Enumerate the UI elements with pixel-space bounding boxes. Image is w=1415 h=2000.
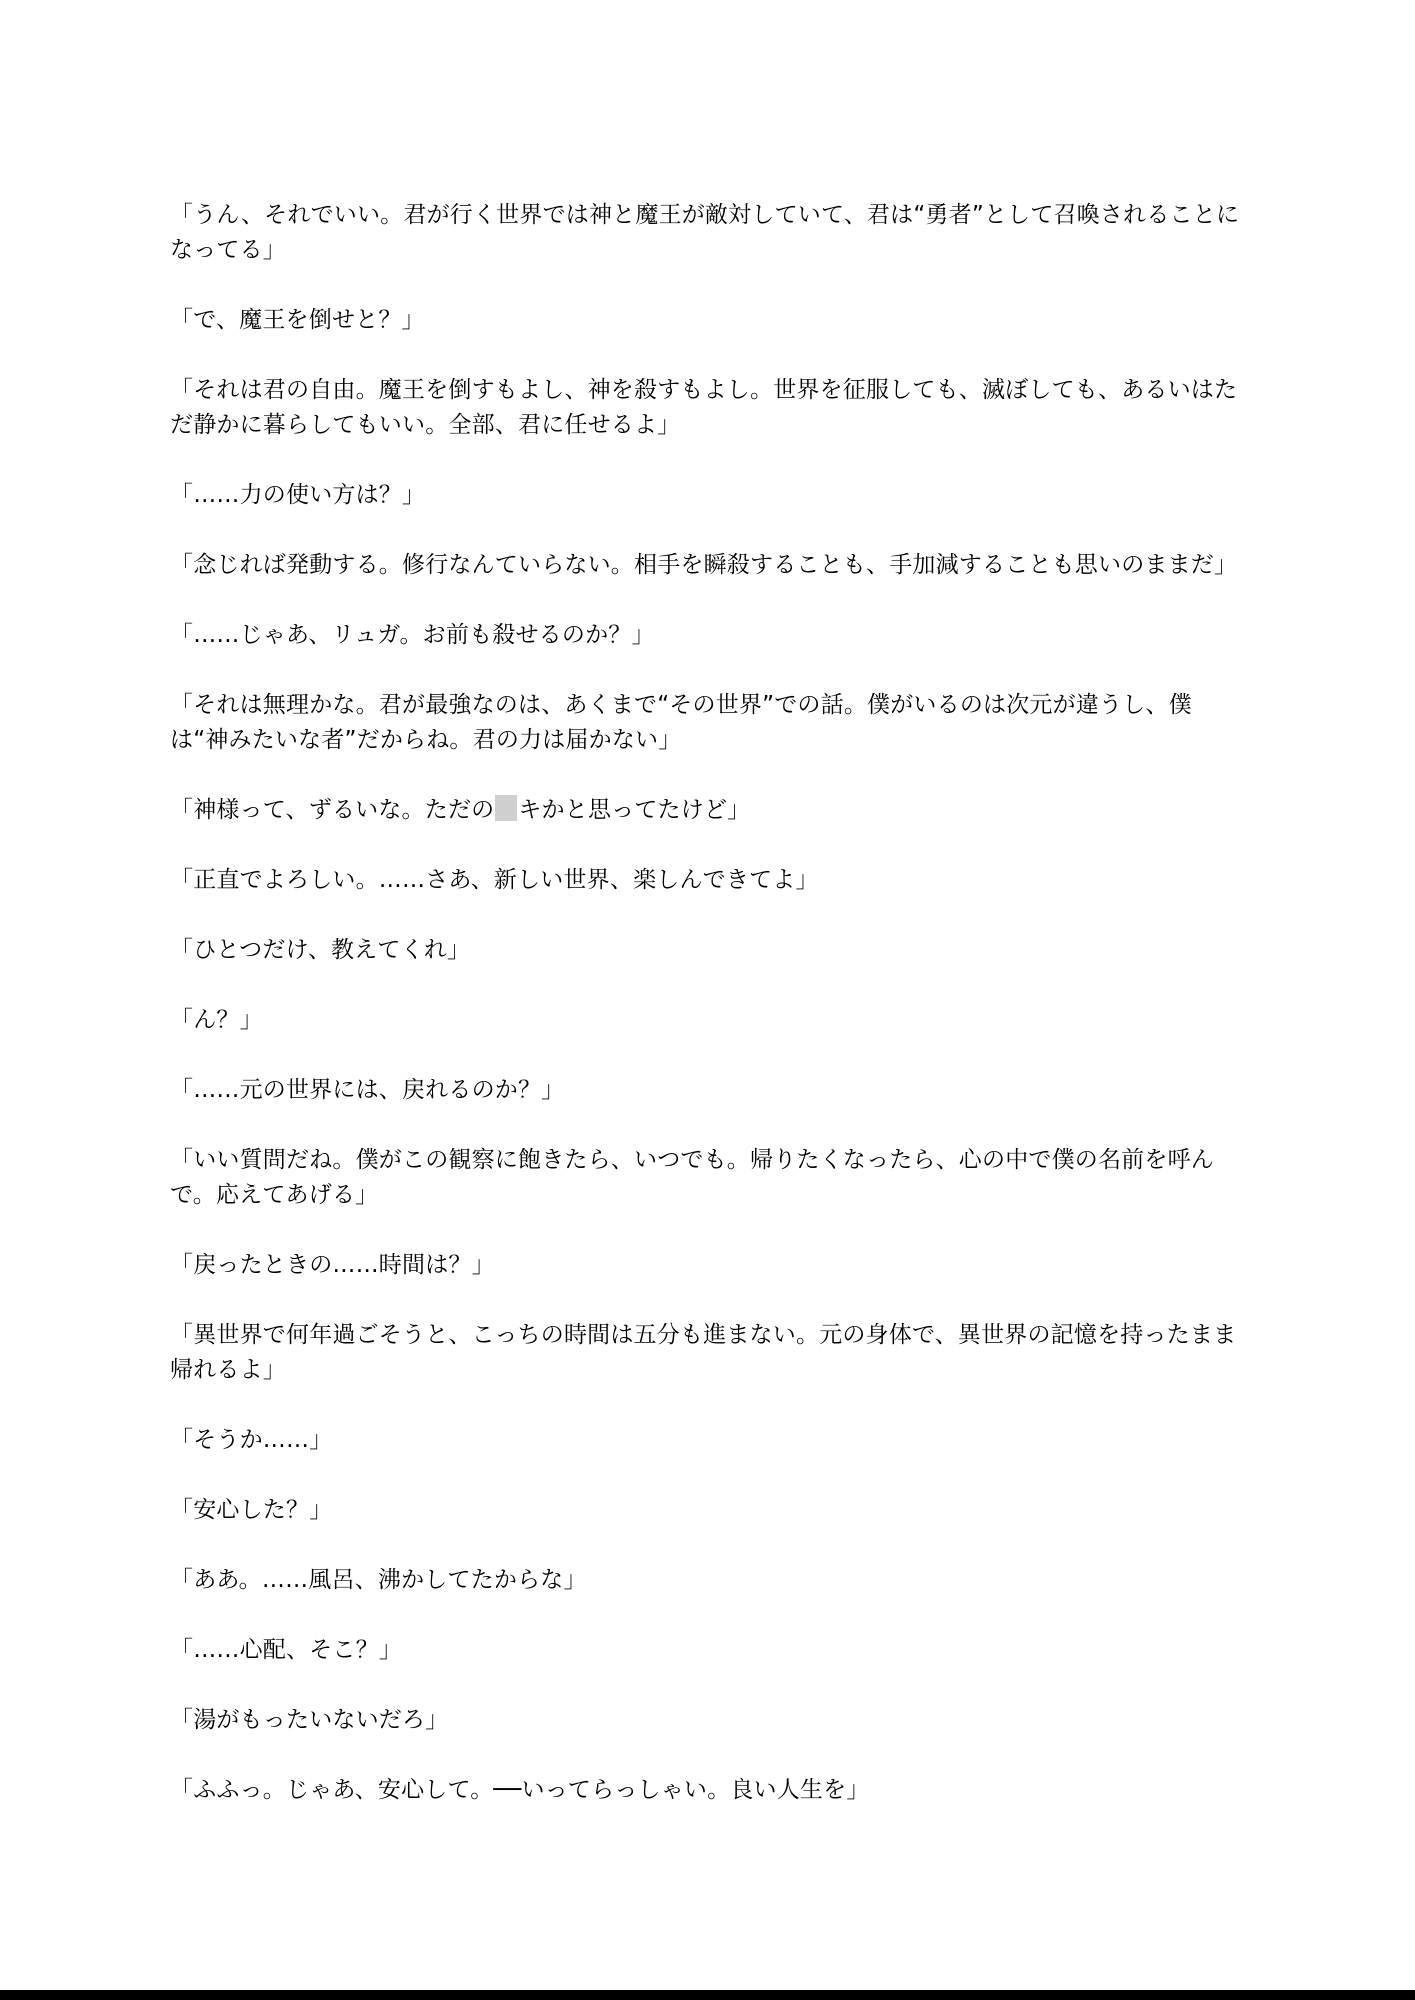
- paragraph: 「ん？」: [170, 1007, 263, 1033]
- masked-line-after: キかと思ってたけど」: [518, 797, 751, 823]
- paragraph: 「そうか……」: [170, 1427, 333, 1453]
- dialogue-text: [170, 198, 1250, 1843]
- paragraph-with-redaction: [170, 793, 1250, 828]
- paragraph: 「で、魔王を倒せと？」: [170, 307, 425, 333]
- paragraph: 「それは無理かな。君が最強なのは、あくまで“その世界”での話。僕がいるのは次元が違うし、僕は“神みたいな者”だからね。君の力は届かない」: [170, 692, 1192, 753]
- paragraph: 「ひとつだけ、教えてくれ」: [170, 937, 471, 963]
- paragraph: 「……心配、そこ？」: [170, 1637, 402, 1663]
- paragraph: 「うん、それでいい。君が行く世界では神と魔王が敵対していて、君は“勇者”として召喚されることになってる」: [170, 202, 1240, 263]
- paragraph: 「……元の世界には、戻れるのか？」: [170, 1077, 565, 1103]
- paragraph: 「……力の使い方は？」: [170, 482, 426, 508]
- bottom-border: [0, 1990, 1415, 2000]
- paragraph: 「ふふっ。じゃあ、安心して。──いってらっしゃい。良い人生を」: [170, 1777, 870, 1803]
- redaction-block: [495, 795, 517, 821]
- paragraph: 「それは君の自由。魔王を倒すもよし、神を殺すもよし。世界を征服しても、滅ぼしても、あるいはただ静かに暮らしてもいい。全部、君に任せるよ」: [170, 377, 1238, 438]
- paragraph: 「正直でよろしい。……さあ、新しい世界、楽しんできてよ」: [170, 867, 819, 893]
- paragraph: 「安心した？」: [170, 1497, 333, 1523]
- paragraph: 「戻ったときの……時間は？」: [170, 1252, 495, 1278]
- masked-line-before: 「神様って、ずるいな。ただの: [170, 797, 495, 823]
- paragraph: 「いい質問だね。僕がこの観察に飽きたら、いつでも。帰りたくなったら、心の中で僕の名前を呼んで。応えてあげる」: [170, 1147, 1214, 1208]
- paragraph: 「異世界で何年過ごそうと、こっちの時間は五分も進まない。元の身体で、異世界の記憶を持ったまま帰れるよ」: [170, 1322, 1237, 1383]
- paragraph: 「ああ。……風呂、沸かしてたからな」: [170, 1567, 587, 1593]
- paragraph: 「……じゃあ、リュガ。お前も殺せるのか？」: [170, 622, 655, 648]
- paragraph: 「念じれば発動する。修行なんていらない。相手を瞬殺することも、手加減することも思いのままだ」: [170, 552, 1238, 578]
- paragraph: 「湯がもったいないだろ」: [170, 1707, 449, 1733]
